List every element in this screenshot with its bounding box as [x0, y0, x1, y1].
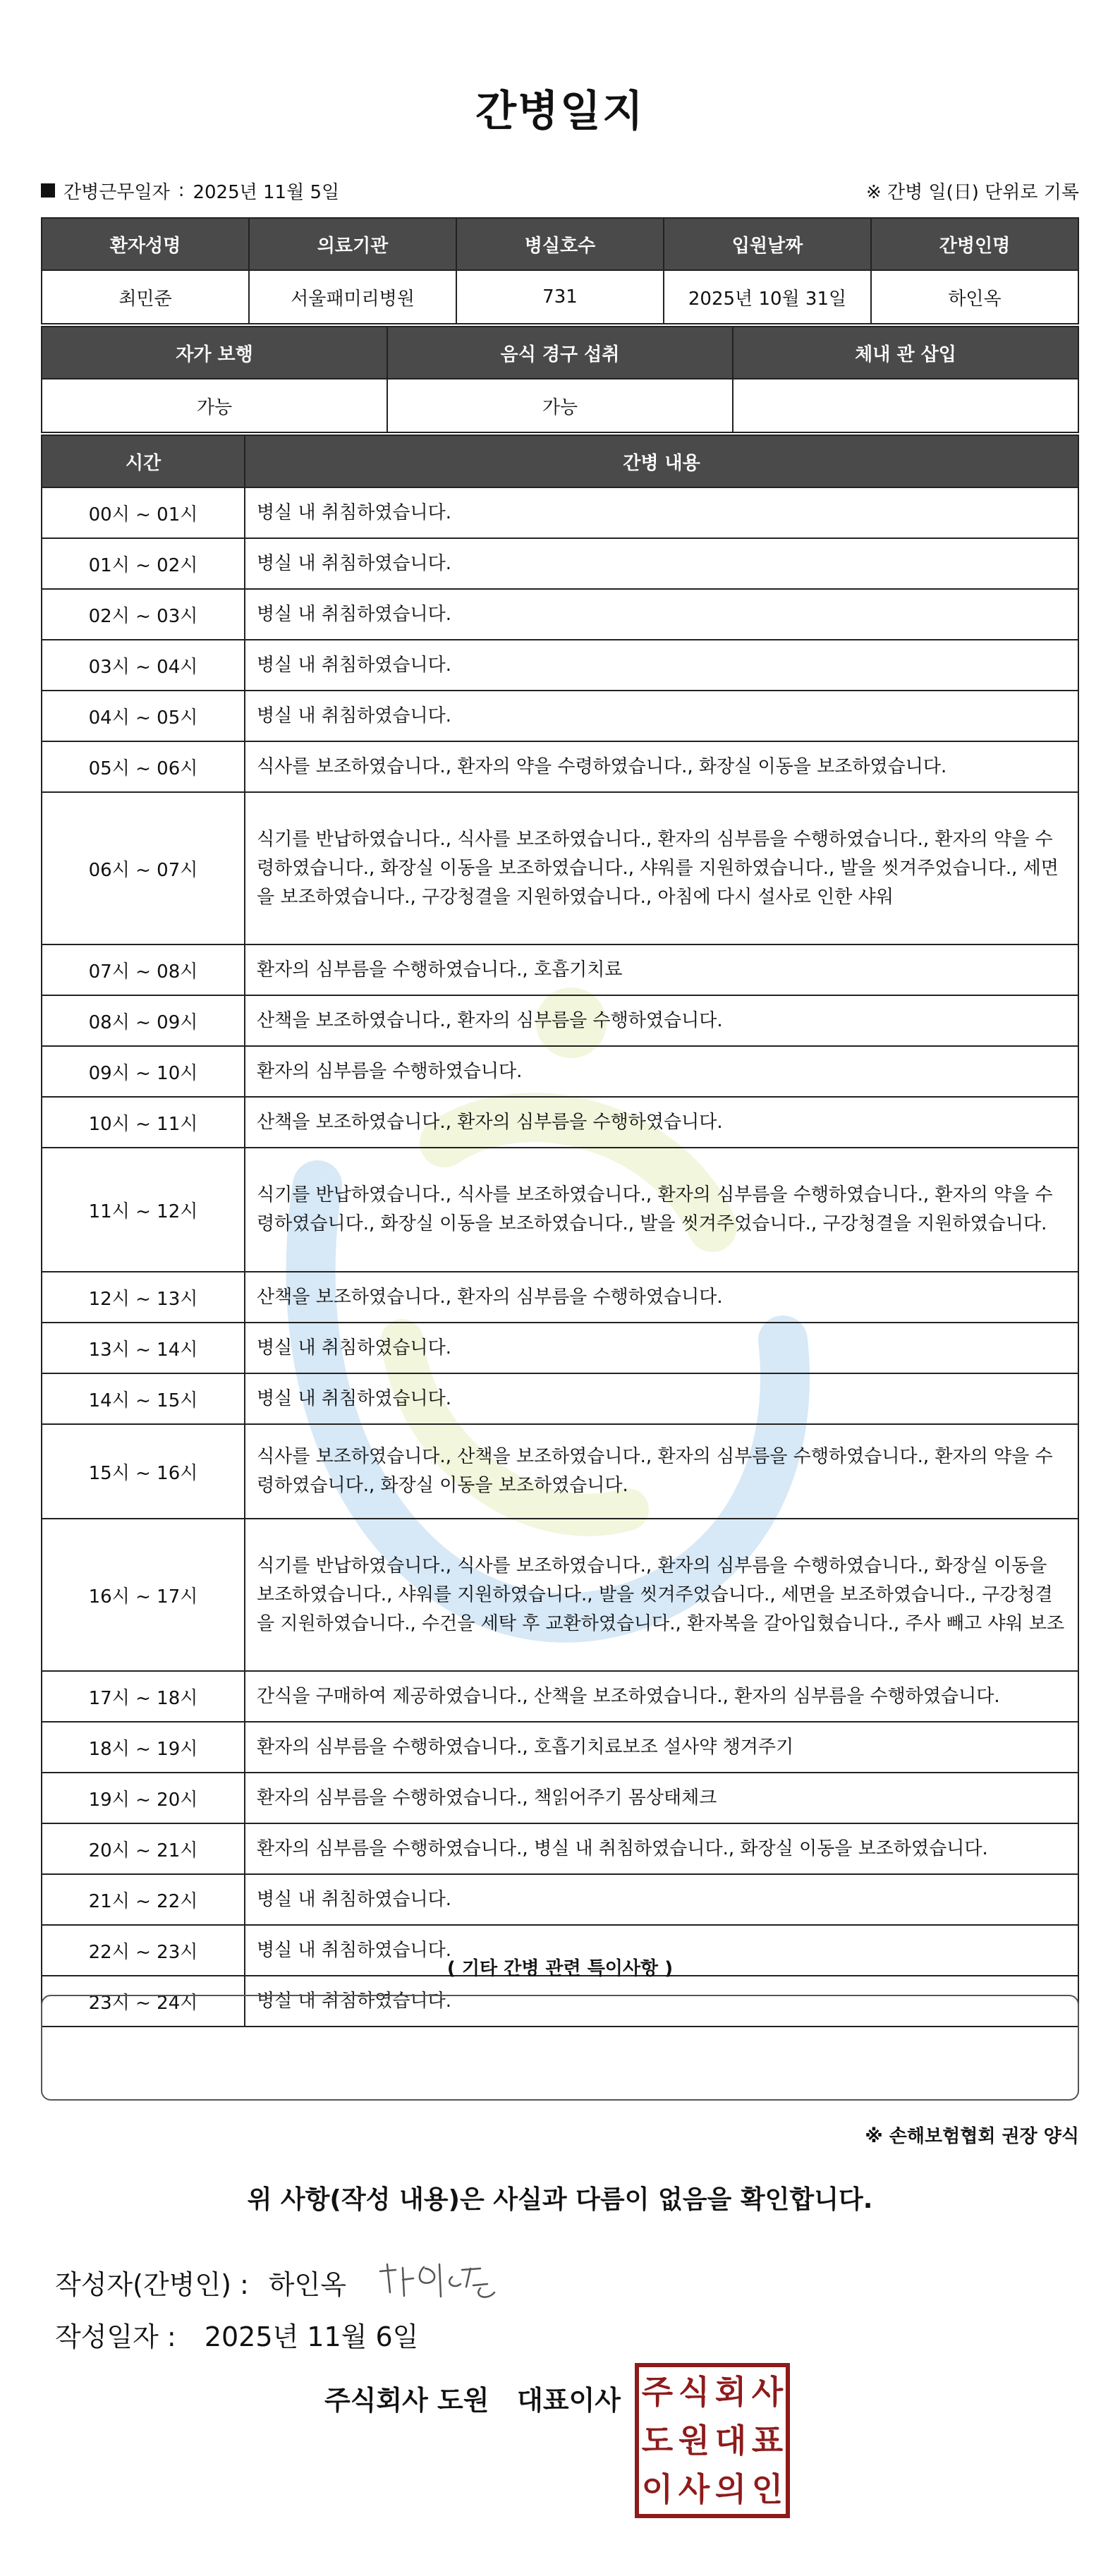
header-walking: 자가 보행	[42, 327, 387, 379]
company-seal-stamp	[635, 2363, 790, 2518]
walking-value: 가능	[42, 379, 387, 432]
log-time: 00시 ~ 01시	[42, 487, 245, 538]
log-row	[42, 1148, 1078, 1272]
special-notes-box[interactable]	[41, 1995, 1079, 2101]
log-time: 21시 ~ 22시	[42, 1874, 245, 1925]
log-row	[42, 1519, 1078, 1671]
log-time: 16시 ~ 17시	[42, 1519, 245, 1671]
stamp-char: 사	[751, 2372, 784, 2411]
log-note: 환자의 심부름을 수행하였습니다., 책읽어주기 몸상태체크	[245, 1773, 1078, 1823]
header-caregiver: 간병인명	[871, 218, 1078, 270]
log-row	[42, 1671, 1078, 1722]
log-note: 식사를 보조하였습니다., 산책을 보조하였습니다., 환자의 심부름을 수행하였습니다., 환자의 약을 수령하였습니다., 화장실 이동을 보조하였습니다.	[245, 1424, 1078, 1519]
log-row	[42, 1874, 1078, 1925]
log-note: 식사를 보조하였습니다., 환자의 약을 수령하였습니다., 화장실 이동을 보조하였습니다.	[245, 741, 1078, 792]
unit-note: ※ 간병 일(日) 단위로 기록	[865, 181, 1079, 203]
page-title: 간병일지	[475, 87, 645, 136]
log-row	[42, 944, 1078, 995]
log-time: 07시 ~ 08시	[42, 944, 245, 995]
log-time: 06시 ~ 07시	[42, 792, 245, 944]
write-date-label: 작성일자 :	[55, 2321, 176, 2352]
log-note: 환자의 심부름을 수행하였습니다., 호흡기치료보조 설사약 챙겨주기	[245, 1722, 1078, 1773]
log-time: 01시 ~ 02시	[42, 538, 245, 589]
write-date-line	[55, 2315, 418, 2354]
log-row	[42, 1823, 1078, 1874]
log-note: 산책을 보조하였습니다., 환자의 심부름을 수행하였습니다.	[245, 1097, 1078, 1148]
log-row	[42, 1722, 1078, 1773]
log-row	[42, 1373, 1078, 1424]
care-date-separator: :	[178, 180, 185, 201]
patient-name: 최민준	[42, 270, 249, 324]
log-row	[42, 1097, 1078, 1148]
author-line	[55, 2257, 501, 2307]
caregiver-name: 하인옥	[871, 270, 1078, 324]
log-note: 환자의 심부름을 수행하였습니다., 병실 내 취침하였습니다., 화장실 이동을 보조하였습니다.	[245, 1823, 1078, 1874]
log-row	[42, 640, 1078, 691]
log-note: 간식을 구매하여 제공하였습니다., 산책을 보조하였습니다., 환자의 심부름을 수행하였습니다.	[245, 1671, 1078, 1722]
log-note: 병실 내 취침하였습니다.	[245, 640, 1078, 691]
author-label: 작성자(간병인) :	[55, 2268, 249, 2300]
log-time: 18시 ~ 19시	[42, 1722, 245, 1773]
oral-intake-value: 가능	[387, 379, 733, 432]
care-log-table	[41, 435, 1079, 2027]
log-time: 04시 ~ 05시	[42, 691, 245, 741]
log-row	[42, 792, 1078, 944]
log-note: 환자의 심부름을 수행하였습니다., 호흡기치료	[245, 944, 1078, 995]
company-representative: 주식회사 도원 대표이사	[324, 2385, 621, 2416]
stamp-char: 사	[678, 2470, 710, 2509]
header-time: 시간	[42, 435, 245, 487]
log-time: 19시 ~ 20시	[42, 1773, 245, 1823]
log-row	[42, 538, 1078, 589]
stamp-char: 대	[714, 2421, 747, 2460]
log-time: 12시 ~ 13시	[42, 1272, 245, 1323]
header-tube: 체내 관 삽입	[733, 327, 1078, 379]
signature-image	[375, 2257, 501, 2307]
log-time: 17시 ~ 18시	[42, 1671, 245, 1722]
confirm-statement: 위 사항(작성 내용)은 사실과 다름이 없음을 확인합니다.	[247, 2185, 873, 2214]
log-note: 병실 내 취침하였습니다.	[245, 1925, 1078, 1976]
log-note: 병실 내 취침하였습니다.	[245, 1976, 1078, 2027]
log-time: 14시 ~ 15시	[42, 1373, 245, 1424]
stamp-char: 인	[751, 2470, 784, 2509]
header-oral-intake: 음식 경구 섭취	[387, 327, 733, 379]
log-note: 식기를 반납하였습니다., 식사를 보조하였습니다., 환자의 심부름을 수행하였습니다., 화장실 이동을 보조하였습니다., 샤워를 지원하였습니다., 발을 씻겨주었습니다., 세면을 보조하였습니다., 구강청결을 지원하였습니다., 수건을 세탁 후 교환하였습니다., 환자복을 갈아입혔습니다., 주사 빼고 샤워 보조	[245, 1519, 1078, 1671]
log-note: 병실 내 취침하였습니다.	[245, 487, 1078, 538]
care-date-label: 간병근무일자	[63, 181, 170, 203]
header-hospital: 의료기관	[249, 218, 456, 270]
log-note: 병실 내 취침하였습니다.	[245, 1323, 1078, 1373]
log-time: 03시 ~ 04시	[42, 640, 245, 691]
room-number: 731	[456, 270, 664, 324]
log-time: 02시 ~ 03시	[42, 589, 245, 640]
stamp-char: 의	[714, 2470, 747, 2509]
log-row	[42, 1424, 1078, 1519]
log-time: 23시 ~ 24시	[42, 1976, 245, 2027]
stamp-char: 주	[641, 2372, 674, 2411]
log-row	[42, 1272, 1078, 1323]
log-time: 05시 ~ 06시	[42, 741, 245, 792]
log-row	[42, 1773, 1078, 1823]
special-notes-title: ( 기타 간병 관련 특이사항 )	[446, 1958, 674, 1979]
header-room: 병실호수	[456, 218, 664, 270]
log-note: 식기를 반납하였습니다., 식사를 보조하였습니다., 환자의 심부름을 수행하였습니다., 환자의 약을 수령하였습니다., 화장실 이동을 보조하였습니다., 발을 씻겨주었습니다., 구강청결을 지원하였습니다.	[245, 1148, 1078, 1272]
stamp-char: 표	[751, 2421, 784, 2460]
stamp-char: 원	[678, 2421, 710, 2460]
square-bullet-icon	[41, 183, 55, 198]
log-note: 산책을 보조하였습니다., 환자의 심부름을 수행하였습니다.	[245, 995, 1078, 1046]
log-note: 병실 내 취침하였습니다.	[245, 1874, 1078, 1925]
log-note: 병실 내 취침하였습니다.	[245, 691, 1078, 741]
log-row	[42, 691, 1078, 741]
stamp-char: 이	[641, 2470, 674, 2509]
log-note: 병실 내 취침하였습니다.	[245, 589, 1078, 640]
header-content: 간병 내용	[245, 435, 1078, 487]
header-patient-name: 환자성명	[42, 218, 249, 270]
log-time: 09시 ~ 10시	[42, 1046, 245, 1097]
log-row	[42, 995, 1078, 1046]
care-date-value: 2025년 11월 5일	[193, 181, 340, 203]
log-time: 15시 ~ 16시	[42, 1424, 245, 1519]
recommend-note: ※ 손해보험협회 권장 양식	[865, 2126, 1079, 2147]
admission-date: 2025년 10월 31일	[664, 270, 871, 324]
log-time: 11시 ~ 12시	[42, 1148, 245, 1272]
write-date-value: 2025년 11월 6일	[204, 2321, 419, 2352]
author-name: 하인옥	[268, 2268, 346, 2300]
log-note: 병실 내 취침하였습니다.	[245, 538, 1078, 589]
log-row	[42, 589, 1078, 640]
log-time: 08시 ~ 09시	[42, 995, 245, 1046]
stamp-char: 식	[678, 2372, 710, 2411]
log-note: 식기를 반납하였습니다., 식사를 보조하였습니다., 환자의 심부름을 수행하였습니다., 환자의 약을 수령하였습니다., 화장실 이동을 보조하였습니다., 샤워를 지원하였습니다., 발을 씻겨주었습니다., 세면을 보조하였습니다., 구강청결을 지원하였습니다., 아침에 다시 설사로 인한 샤워	[245, 792, 1078, 944]
patient-info-table	[41, 217, 1079, 324]
tube-value	[733, 379, 1078, 432]
stamp-char: 도	[641, 2421, 674, 2460]
log-row	[42, 1323, 1078, 1373]
log-row	[42, 487, 1078, 538]
log-note: 병실 내 취침하였습니다.	[245, 1373, 1078, 1424]
log-time: 20시 ~ 21시	[42, 1823, 245, 1874]
log-row	[42, 741, 1078, 792]
ability-table	[41, 326, 1079, 433]
log-time: 22시 ~ 23시	[42, 1925, 245, 1976]
stamp-char: 회	[714, 2372, 747, 2411]
care-date-bar	[41, 176, 1079, 205]
header-admission-date: 입원날짜	[664, 218, 871, 270]
log-note: 환자의 심부름을 수행하였습니다.	[245, 1046, 1078, 1097]
hospital-name: 서울패미리병원	[249, 270, 456, 324]
log-row	[42, 1046, 1078, 1097]
log-note: 산책을 보조하였습니다., 환자의 심부름을 수행하였습니다.	[245, 1272, 1078, 1323]
log-time: 13시 ~ 14시	[42, 1323, 245, 1373]
log-time: 10시 ~ 11시	[42, 1097, 245, 1148]
